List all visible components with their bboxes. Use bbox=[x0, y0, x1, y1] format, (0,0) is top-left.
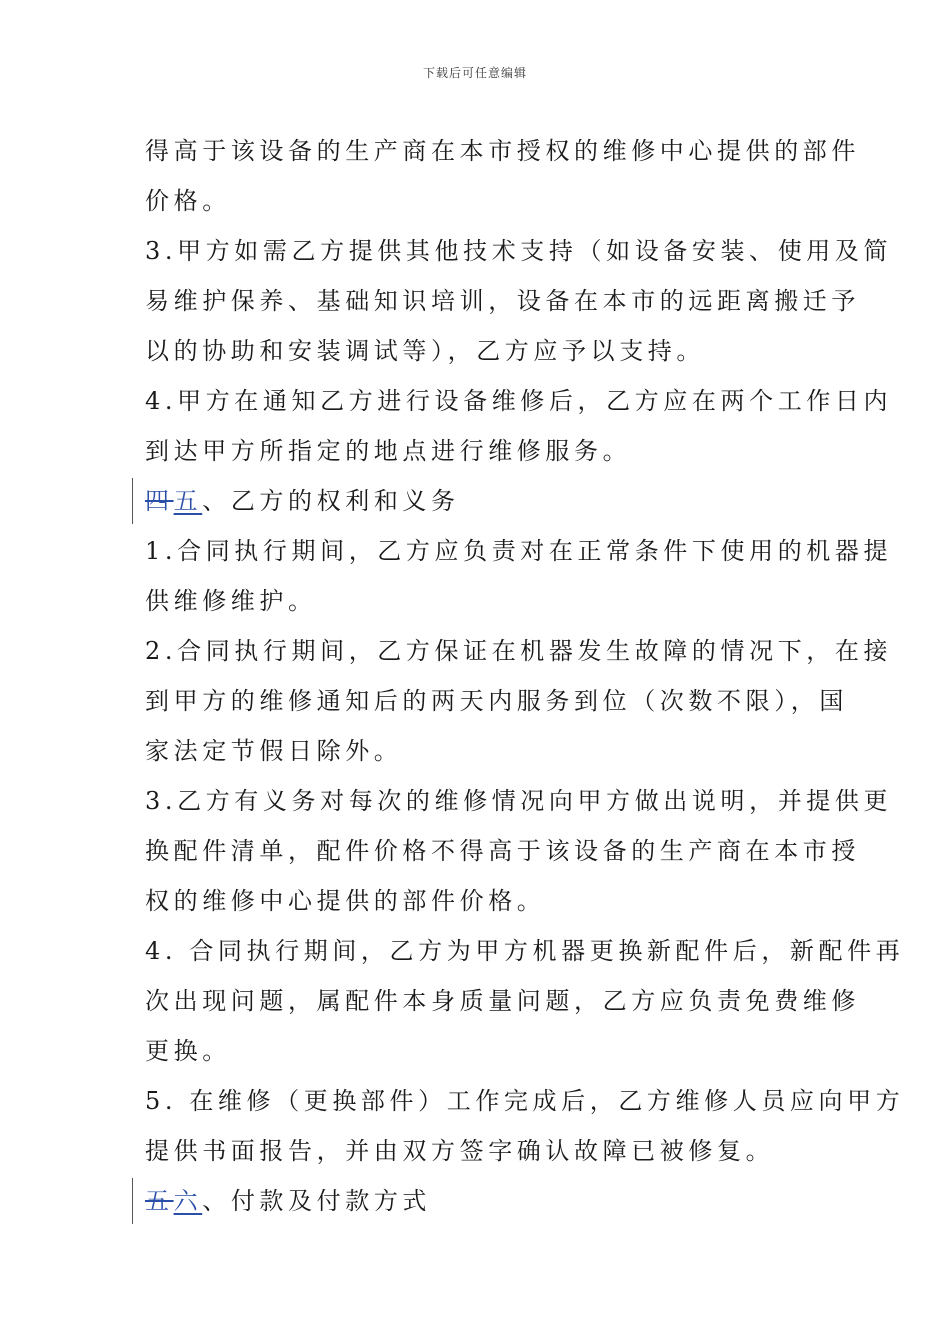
paragraph-line: 以的协助和安装调试等），乙方应予以支持。 bbox=[145, 337, 705, 365]
paragraph-line: 供维修维护。 bbox=[145, 587, 317, 615]
paragraph-line: 4.甲方在通知乙方进行设备维修后，乙方应在两个工作日内 bbox=[145, 387, 893, 415]
document-body bbox=[145, 126, 905, 1226]
paragraph-line: 得高于该设备的生产商在本市授权的维修中心提供的部件 bbox=[145, 137, 860, 165]
paragraph-line: 到甲方的维修通知后的两天内服务到位（次数不限），国 bbox=[145, 687, 848, 715]
tracked-insertion: 五 bbox=[173, 487, 203, 515]
section-heading-6 bbox=[145, 1176, 810, 1226]
paragraph-line: 2.合同执行期间，乙方保证在机器发生故障的情况下，在接 bbox=[145, 637, 893, 665]
paragraph-line: 1.合同执行期间，乙方应负责对在正常条件下使用的机器提 bbox=[145, 537, 893, 565]
paragraph-line: 3.甲方如需乙方提供其他技术支持（如设备安装、使用及简 bbox=[145, 237, 893, 265]
section-heading-5 bbox=[145, 476, 810, 526]
paragraph-line: 更换。 bbox=[145, 1037, 231, 1065]
paragraph-line: 权的维修中心提供的部件价格。 bbox=[145, 887, 546, 915]
section-title: 、乙方的权利和义务 bbox=[202, 487, 460, 515]
paragraph-line: 3.乙方有义务对每次的维修情况向甲方做出说明，并提供更 bbox=[145, 787, 893, 815]
revision-change-bar bbox=[132, 478, 133, 524]
paragraph-line: 价格。 bbox=[145, 187, 231, 215]
paragraph-line: 4. 合同执行期间，乙方为甲方机器更换新配件后，新配件再 bbox=[145, 937, 905, 965]
paragraph-line: 到达甲方所指定的地点进行维修服务。 bbox=[145, 437, 632, 465]
tracked-insertion: 六 bbox=[173, 1187, 203, 1215]
page-header: 下载后可任意编辑 bbox=[422, 66, 527, 80]
tracked-deletion: 四 bbox=[145, 487, 174, 515]
paragraph-line: 易维护保养、基础知识培训，设备在本市的远距离搬迁予 bbox=[145, 287, 860, 315]
paragraph-line: 次出现问题，属配件本身质量问题，乙方应负责免费维修 bbox=[145, 987, 860, 1015]
section-title: 、付款及付款方式 bbox=[202, 1187, 432, 1215]
paragraph-line: 家法定节假日除外。 bbox=[145, 737, 403, 765]
paragraph-line: 提供书面报告，并由双方签字确认故障已被修复。 bbox=[145, 1137, 775, 1165]
tracked-deletion: 五 bbox=[145, 1187, 174, 1215]
paragraph-line: 换配件清单，配件价格不得高于该设备的生产商在本市授 bbox=[145, 837, 860, 865]
revision-change-bar bbox=[132, 1178, 133, 1224]
paragraph-line: 5. 在维修（更换部件）工作完成后，乙方维修人员应向甲方 bbox=[145, 1087, 905, 1115]
